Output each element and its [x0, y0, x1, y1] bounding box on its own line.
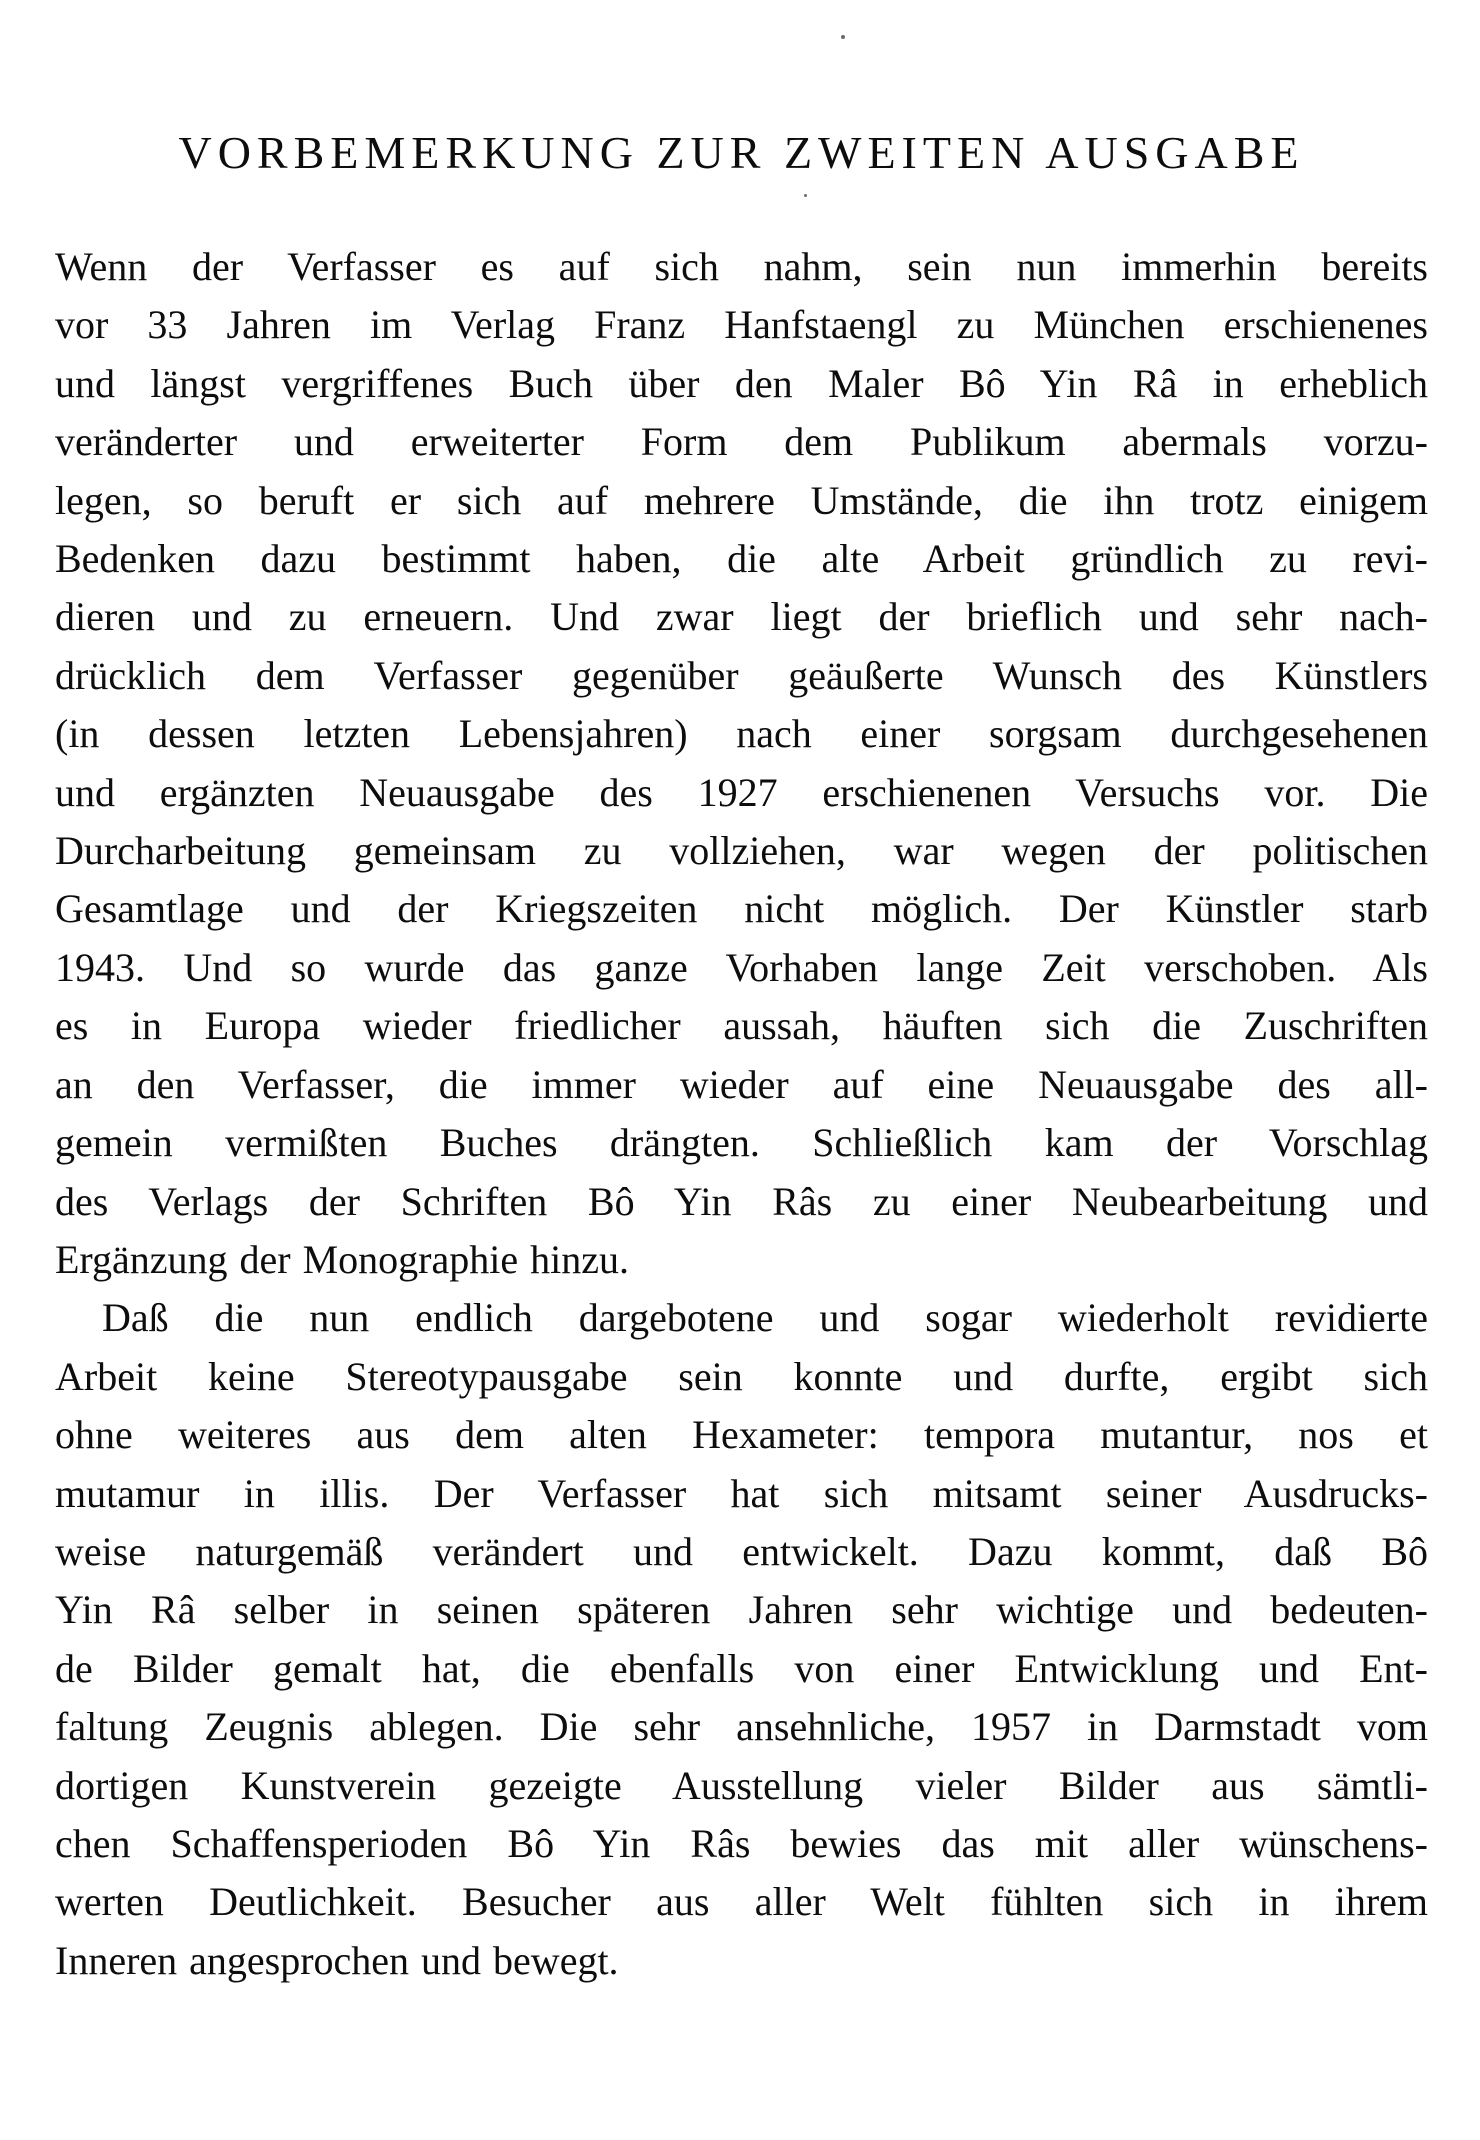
text-line: mutamur in illis. Der Verfasser hat sich mitsamt seiner Ausdrucks-	[55, 1470, 1428, 1516]
text-line: drücklich dem Verfasser gegenüber geäußerte Wunsch des Künstlers	[55, 652, 1428, 698]
text-line: 1943. Und so wurde das ganze Vorhaben lange Zeit verschoben. Als	[55, 944, 1428, 990]
body-text	[55, 238, 1428, 1990]
text-line: Inneren angesprochen und bewegt.	[55, 1937, 619, 1983]
text-line: Arbeit keine Stereotypausgabe sein konnte und durfte, ergibt sich	[55, 1353, 1428, 1399]
text-line: Ergänzung der Monographie hinzu.	[55, 1236, 629, 1282]
text-line: veränderter und erweiterter Form dem Publikum abermals vorzu-	[55, 419, 1428, 465]
text-line: Gesamtlage und der Kriegszeiten nicht möglich. Der Künstler starb	[55, 886, 1428, 932]
text-line: es in Europa wieder friedlicher aussah, häuften sich die Zuschriften	[55, 1003, 1428, 1049]
text-line: Durcharbeitung gemeinsam zu vollziehen, war wegen der politischen	[55, 828, 1428, 874]
text-line: werten Deutlichkeit. Besucher aus aller Welt fühlten sich in ihrem	[55, 1879, 1428, 1925]
text-line: gemein vermißten Buches drängten. Schließlich kam der Vorschlag	[55, 1120, 1428, 1166]
text-line: chen Schaffensperioden Bô Yin Râs bewies das mit aller wünschens-	[55, 1820, 1428, 1866]
text-line: des Verlags der Schriften Bô Yin Râs zu einer Neubearbeitung und	[55, 1178, 1428, 1224]
text-line: Yin Râ selber in seinen späteren Jahren sehr wichtige und bedeuten-	[55, 1587, 1428, 1633]
text-line: und ergänzten Neuausgabe des 1927 erschienenen Versuchs vor. Die	[55, 769, 1428, 815]
text-line: Wenn der Verfasser es auf sich nahm, sein nun immerhin bereits	[55, 244, 1428, 289]
text-line: an den Verfasser, die immer wieder auf eine Neuausgabe des all-	[55, 1061, 1428, 1107]
text-line: de Bilder gemalt hat, die ebenfalls von einer Entwicklung und Ent-	[55, 1645, 1428, 1691]
text-line: dieren und zu erneuern. Und zwar liegt der brieflich und sehr nach-	[55, 594, 1428, 640]
text-line: Bedenken dazu bestimmt haben, die alte Arbeit gründlich zu revi-	[55, 536, 1428, 582]
text-line: und längst vergriffenes Buch über den Maler Bô Yin Râ in erheblich	[55, 360, 1428, 406]
text-line: weise naturgemäß verändert und entwickelt. Dazu kommt, daß Bô	[55, 1528, 1428, 1574]
text-line: dortigen Kunstverein gezeigte Ausstellung vieler Bilder aus sämtli-	[55, 1762, 1428, 1808]
scan-speck	[804, 194, 807, 197]
text-line: legen, so beruft er sich auf mehrere Umstände, die ihn trotz einigem	[55, 477, 1428, 523]
text-line: faltung Zeugnis ablegen. Die sehr ansehnliche, 1957 in Darmstadt vom	[55, 1704, 1428, 1750]
page-title: VORBEMERKUNG ZUR ZWEITEN AUSGABE	[178, 127, 1305, 178]
text-line: Daß die nun endlich dargebotene und sogar wiederholt revidierte	[102, 1295, 1428, 1341]
scan-speck	[841, 35, 845, 39]
text-line: vor 33 Jahren im Verlag Franz Hanfstaengl zu München erschienenes	[55, 302, 1428, 348]
text-line: ohne weiteres aus dem alten Hexameter: tempora mutantur, nos et	[55, 1412, 1428, 1458]
text-line: (in dessen letzten Lebensjahren) nach einer sorgsam durchgesehenen	[55, 711, 1428, 757]
